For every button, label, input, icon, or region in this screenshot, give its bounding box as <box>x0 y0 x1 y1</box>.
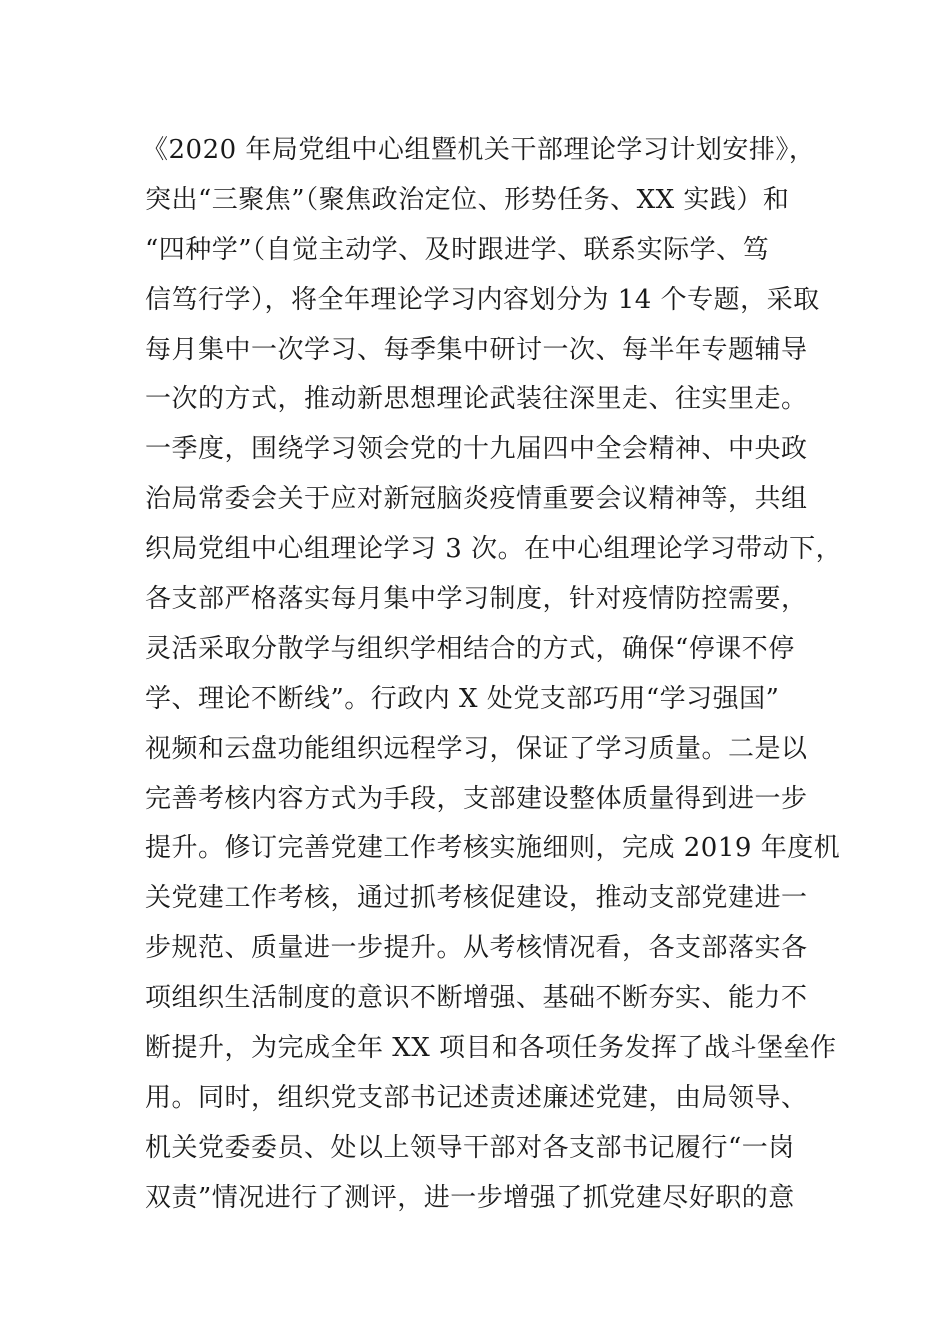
text-line: 《2020 年局党组中心组暨机关干部理论学习计划安排》， <box>142 135 816 165</box>
text-line: 每月集中一次学习、每季集中研讨一次、每半年专题辅导 <box>145 334 808 365</box>
text-line: 织局党组中心组理论学习 3 次。在中心组理论学习带动下， <box>145 534 843 565</box>
text-line: 步规范、质量进一步提升。从考核情况看，各支部落实各 <box>145 933 808 964</box>
text-line: 信笃行学），将全年理论学习内容划分为 14 个专题，采取 <box>145 284 820 315</box>
text-line: 提升。修订完善党建工作考核实施细则，完成 2019 年度机 <box>145 833 841 864</box>
text-line: 灵活采取分散学与组织学相结合的方式，确保“停课不停 <box>145 633 795 664</box>
text-line: 机关党委委员、处以上领导干部对各支部书记履行“一岗 <box>145 1132 795 1163</box>
text-line: 治局常委会关于应对新冠脑炎疫情重要会议精神等，共组 <box>145 484 808 515</box>
text-line: 视频和云盘功能组织远程学习，保证了学习质量。二是以 <box>145 733 808 764</box>
text-line: 关党建工作考核，通过抓考核促建设，推动支部党建进一 <box>145 883 808 914</box>
text-line: 一次的方式，推动新思想理论武装往深里走、往实里走。 <box>145 384 808 415</box>
text-line: 突出“三聚焦”（聚焦政治定位、形势任务、XX 实践）和 <box>145 184 790 215</box>
text-line: 各支部严格落实每月集中学习制度，针对疫情防控需要， <box>145 584 808 615</box>
text-line: 学、理论不断线”。行政内 X 处党支部巧用“学习强国” <box>145 683 780 714</box>
body-text <box>142 126 845 1224</box>
text-line: “四种学”（自觉主动学、及时跟进学、联系实际学、笃 <box>145 234 770 265</box>
text-line: 完善考核内容方式为手段，支部建设整体质量得到进一步 <box>145 783 808 814</box>
text-line: 断提升，为完成全年 XX 项目和各项任务发挥了战斗堡垒作 <box>145 1033 837 1064</box>
text-line: 一季度，围绕学习领会党的十九届四中全会精神、中央政 <box>145 434 808 465</box>
text-line: 项组织生活制度的意识不断增强、基础不断夯实、能力不 <box>145 983 808 1014</box>
text-line: 用。同时，组织党支部书记述责述廉述党建，由局领导、 <box>145 1082 808 1113</box>
text-line: 双责”情况进行了测评，进一步增强了抓党建尽好职的意 <box>145 1182 795 1213</box>
